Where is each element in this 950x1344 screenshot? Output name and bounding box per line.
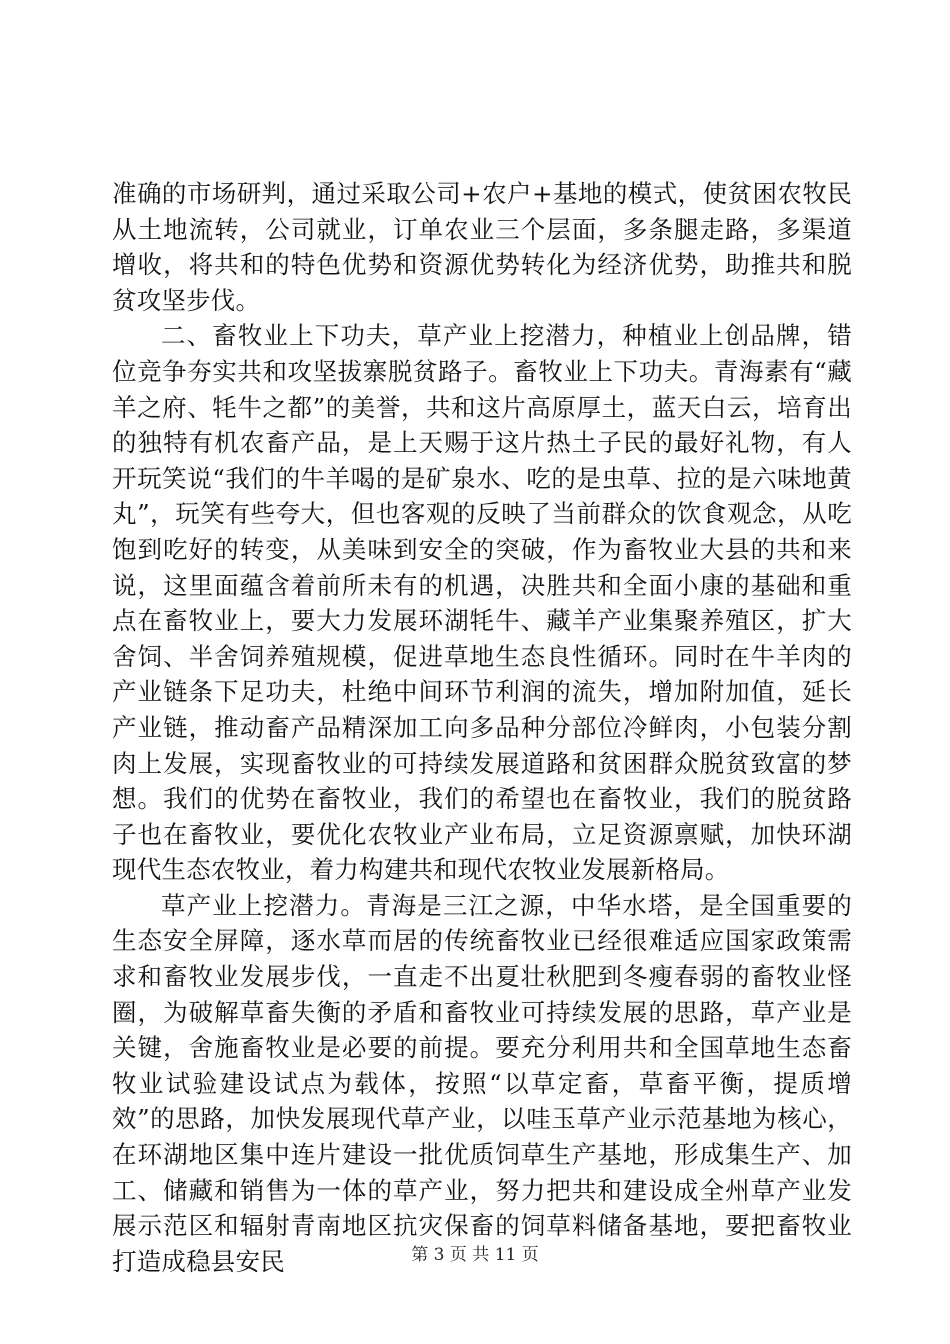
paragraph-continuation: 准确的市场研判，通过采取公司+农户+基地的模式，使贫困农牧民从土地流转，公司就业，订单农业三个层面，多条腿走路，多渠道增收，将共和的特色优势和资源优势转化为经济优势，助推共和脱贫攻坚步伐。	[112, 179, 852, 315]
paragraph-livestock: 二、畜牧业上下功夫，草产业上挖潜力，种植业上创品牌，错位竞争夯实共和攻坚拔寨脱贫路子。畜牧业上下功夫。青海素有“藏羊之府、牦牛之都”的美誉，共和这片高原厚土，蓝天白云，培育出的独特有机农畜产品，是上天赐于这片热土子民的最好礼物，有人开玩笑说“我们的牛羊喝的是矿泉水、吃的是虫草、拉的是六味地黄丸”，玩笑有些夸大，但也客观的反映了当前群众的饮食观念，从吃饱到吃好的转变，从美味到安全的突破，作为畜牧业大县的共和来说，这里面蕴含着前所未有的机遇，决胜共和全面小康的基础和重点在畜牧业上，要大力发展环湖牦牛、藏羊产业集聚养殖区，扩大舍饲、半舍饲养殖规模，促进草地生态良性循环。同时在牛羊肉的产业链条下足功夫，杜绝中间环节利润的流失，增加附加值，延长产业链，推动畜产品精深加工向多品种分部位冷鲜肉，小包装分割肉上发展，实现畜牧业的可持续发展道路和贫困群众脱贫致富的梦想。我们的优势在畜牧业，我们的希望也在畜牧业，我们的脱贫路子也在畜牧业，要优化农牧业产业布局，立足资源禀赋，加快环湖现代生态农牧业，着力构建共和现代农牧业发展新格局。	[112, 321, 852, 885]
page-number-label: 第 3 页 共 11 页	[411, 1245, 539, 1265]
paragraph-grass-industry: 草产业上挖潜力。青海是三江之源，中华水塔，是全国重要的生态安全屏障，逐水草而居的传统畜牧业已经很难适应国家政策需求和畜牧业发展步伐，一直走不出夏壮秋肥到冬瘦春弱的畜牧业怪圈，为破解草畜失衡的矛盾和畜牧业可持续发展的思路，草产业是关键，舍施畜牧业是必要的前提。要充分利用共和全国草地生态畜牧业试验建设试点为载体，按照“以草定畜，草畜平衡，提质增效”的思路，加快发展现代草产业，以哇玉草产业示范基地为核心，在环湖地区集中连片建设一批优质饲草生产基地，形成集生产、加工、储藏和销售为一体的草产业，努力把共和建设成全州草产业发展示范区和辐射青南地区抗灾保畜的饲草料储备基地，要把畜牧业打造成稳县安民	[112, 890, 852, 1276]
page-footer	[0, 1244, 950, 1266]
document-body	[112, 176, 852, 1279]
